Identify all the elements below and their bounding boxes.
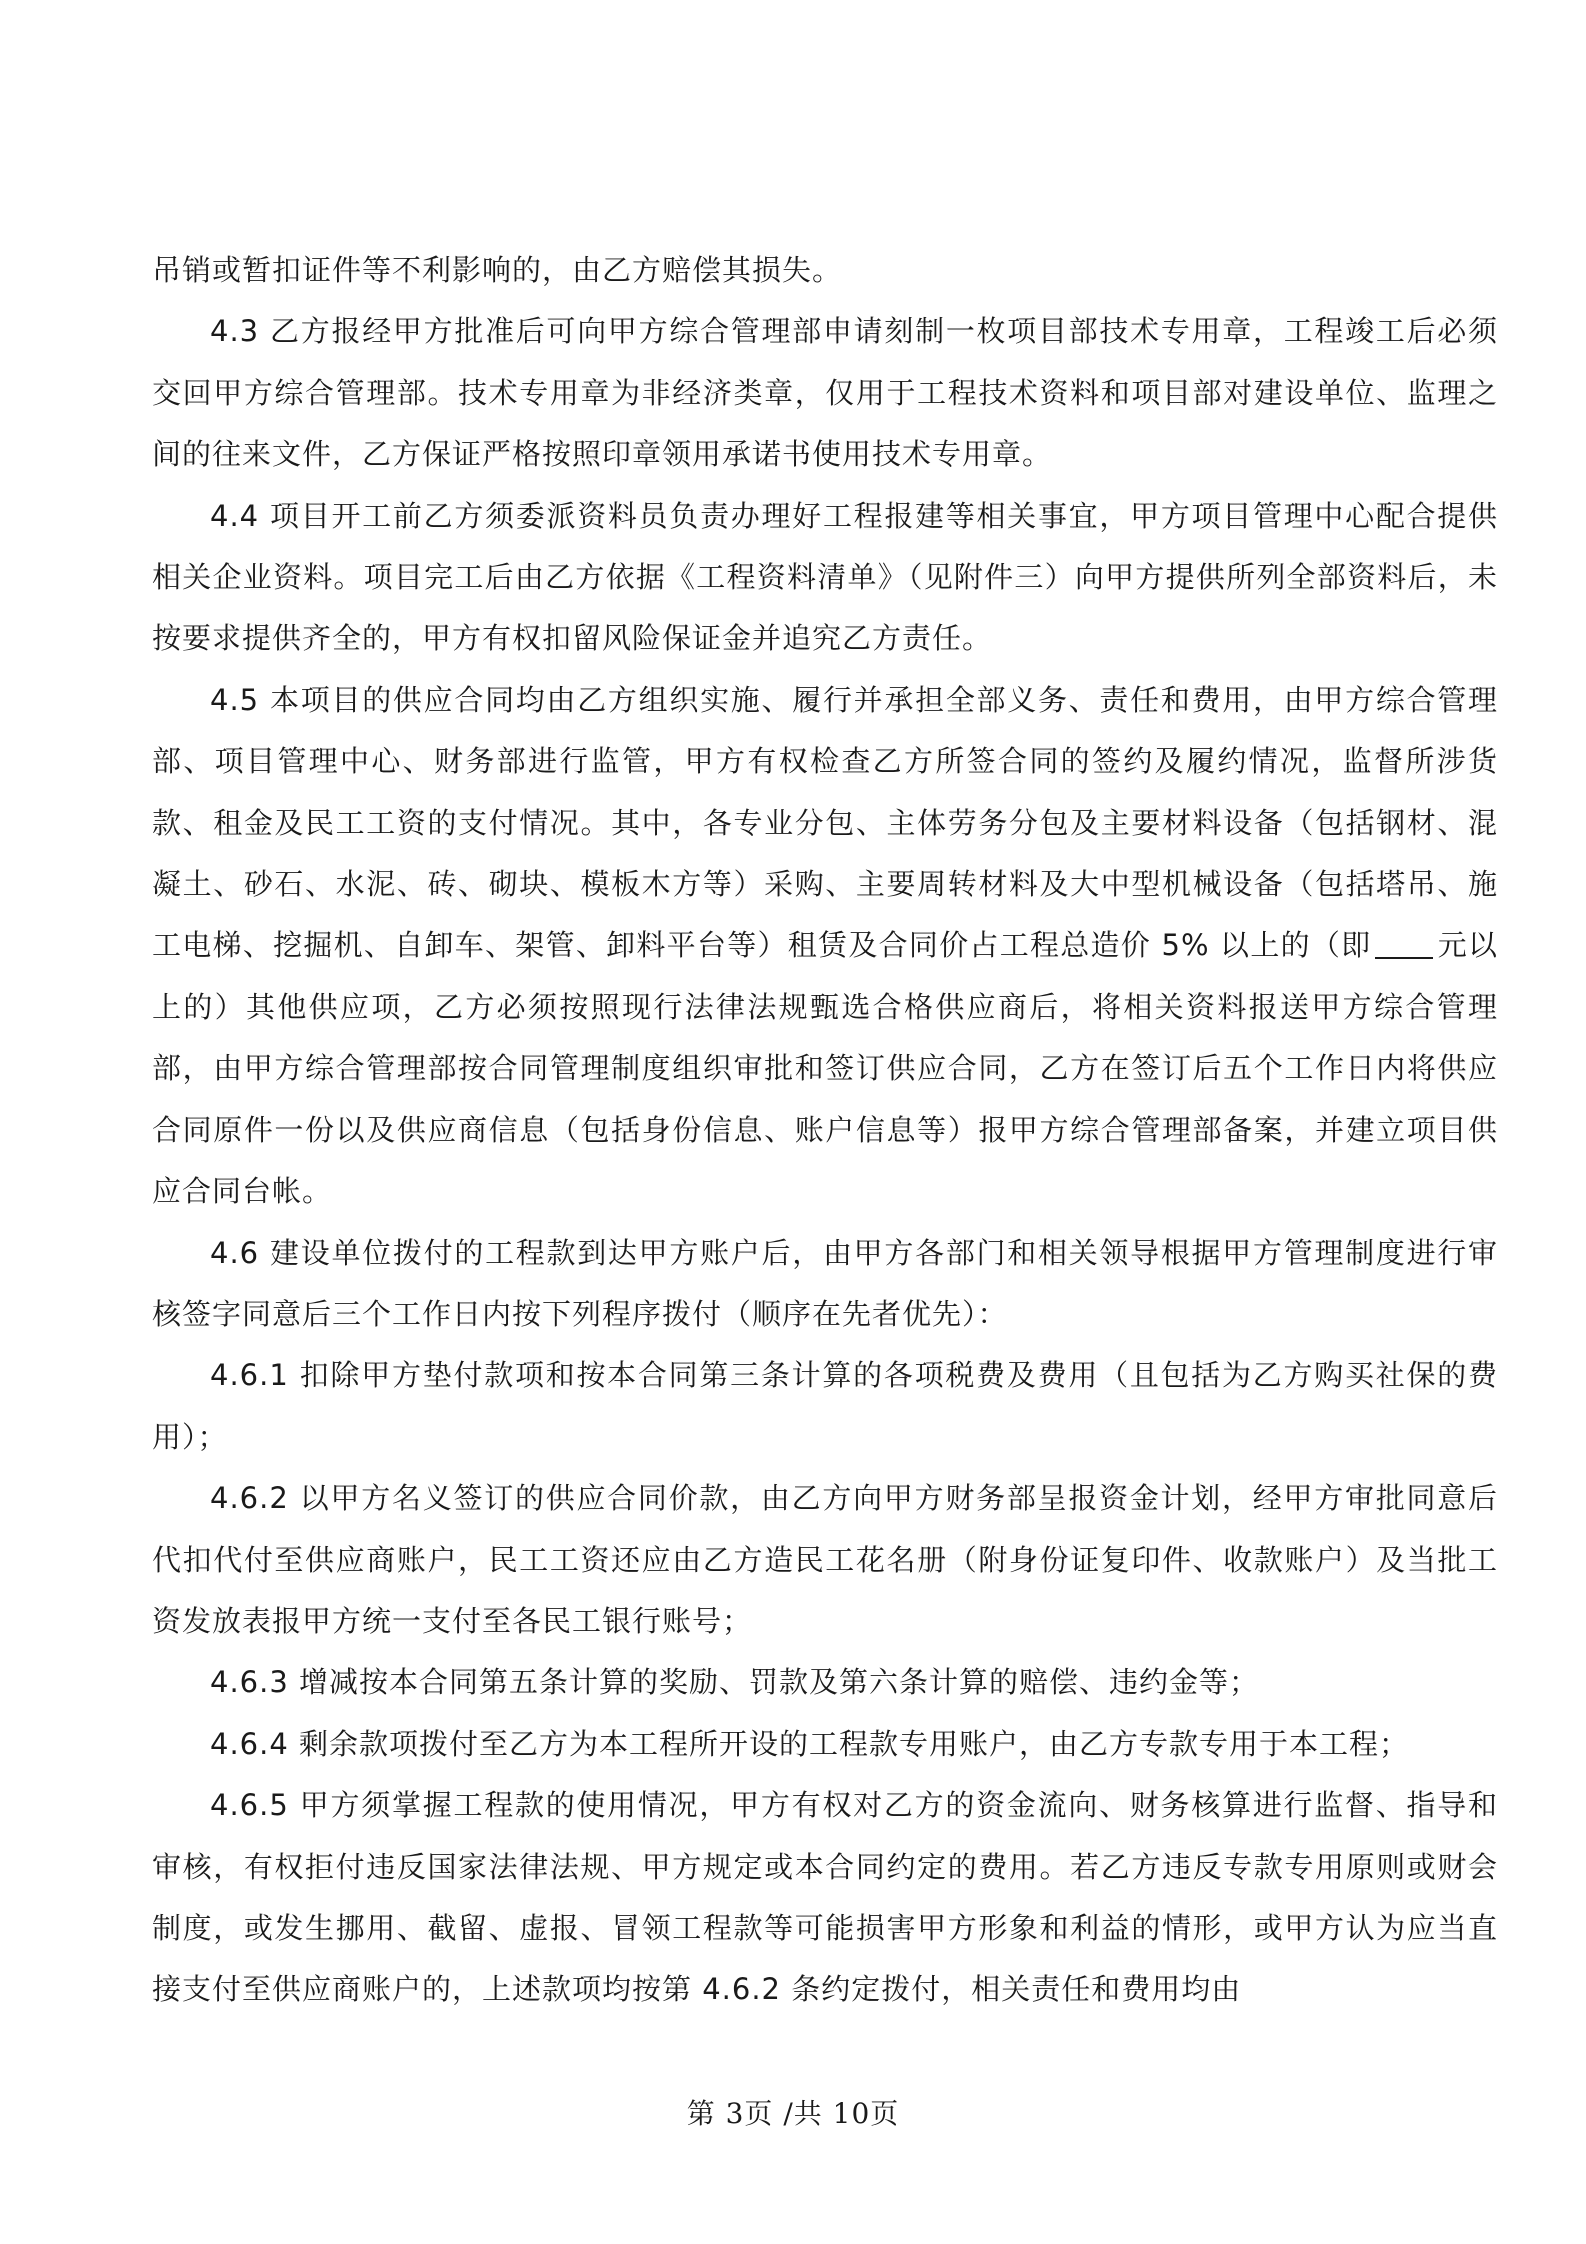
clause-4-5-part-1: 4.5 本项目的供应合同均由乙方组织实施、履行并承担全部义务、责任和费用，由甲方综合管理部、项目管理中心、财务部进行监管，甲方有权检查乙方所签合同的签约及履约情况，监督所涉货款、租金及民工工资的支付情况。其中，各专业分包、主体劳务分包及主要材料设备（包括钢材、混凝土、砂石、水泥、砖、砌块、模板木方等）采购、主要周转材料及大中型机械设备（包括塔吊、施工电梯、挖掘机、自卸车、架管、卸料平台等）租赁及合同价占工程总造价 5% 以上的（即 [152, 682, 1498, 963]
clause-4-3: 4.3 乙方报经甲方批准后可向甲方综合管理部申请刻制一枚项目部技术专用章，工程竣工后必须交回甲方综合管理部。技术专用章为非经济类章，仅用于工程技术资料和项目部对建设单位、监理之间的往来文件，乙方保证严格按照印章领用承诺书使用技术专用章。 [152, 314, 1498, 472]
page-number: 第 3页 /共 10页 [686, 2097, 900, 2130]
clause-4-6-1: 4.6.1 扣除甲方垫付款项和按本合同第三条计算的各项税费及费用（且包括为乙方购买社保的费用）； [152, 1358, 1498, 1454]
clause-4-6-2: 4.6.2 以甲方名义签订的供应合同价款，由乙方向甲方财务部呈报资金计划，经甲方审批同意后代扣代付至供应商账户，民工工资还应由乙方造民工花名册（附身份证复印件、收款账户）及当批工资发放表报甲方统一支付至各民工银行账号； [152, 1481, 1498, 1638]
clause-4-6-5: 4.6.5 甲方须掌握工程款的使用情况，甲方有权对乙方的资金流向、财务核算进行监督、指导和审核，有权拒付违反国家法律法规、甲方规定或本合同约定的费用。若乙方违反专款专用原则或财会制度，或发生挪用、截留、虚报、冒领工程款等可能损害甲方形象和利益的情形，或甲方认为应当直接支付至供应商账户的，上述款项均按第 4.6.2 条约定拨付，相关责任和费用均由 [152, 1788, 1498, 2007]
clause-4-6-3: 4.6.3 增减按本合同第五条计算的奖励、罚款及第六条计算的赔偿、违约金等； [210, 1665, 1260, 1700]
paragraph-continuation: 吊销或暂扣证件等不利影响的，由乙方赔偿其损失。 [152, 253, 843, 287]
clause-4-4: 4.4 项目开工前乙方须委派资料员负责办理好工程报建等相关事宜，甲方项目管理中心配合提供相关企业资料。项目完工后由乙方依据《工程资料清单》（见附件三）向甲方提供所列全部资料后，未按要求提供齐全的，甲方有权扣留风险保证金并追究乙方责任。 [152, 498, 1498, 656]
amount-blank [1375, 928, 1433, 959]
clause-4-5-part-2: 元以上的）其他供应项，乙方必须按照现行法律法规甄选合格供应商后，将相关资料报送甲方综合管理部，由甲方综合管理部按合同管理制度组织审批和签订供应合同，乙方在签订后五个工作日内将供应合同原件一份以及供应商信息（包括身份信息、账户信息等）报甲方综合管理部备案，并建立项目供应合同台帐。 [152, 928, 1498, 1209]
clause-4-6: 4.6 建设单位拨付的工程款到达甲方账户后，由甲方各部门和相关领导根据甲方管理制度进行审核签字同意后三个工作日内按下列程序拨付（顺序在先者优先）： [152, 1235, 1498, 1331]
clause-4-6-4: 4.6.4 剩余款项拨付至乙方为本工程所开设的工程款专用账户，由乙方专款专用于本工程； [210, 1726, 1410, 1761]
contract-body [152, 240, 1498, 2021]
clause-4-5 [152, 670, 1498, 1223]
